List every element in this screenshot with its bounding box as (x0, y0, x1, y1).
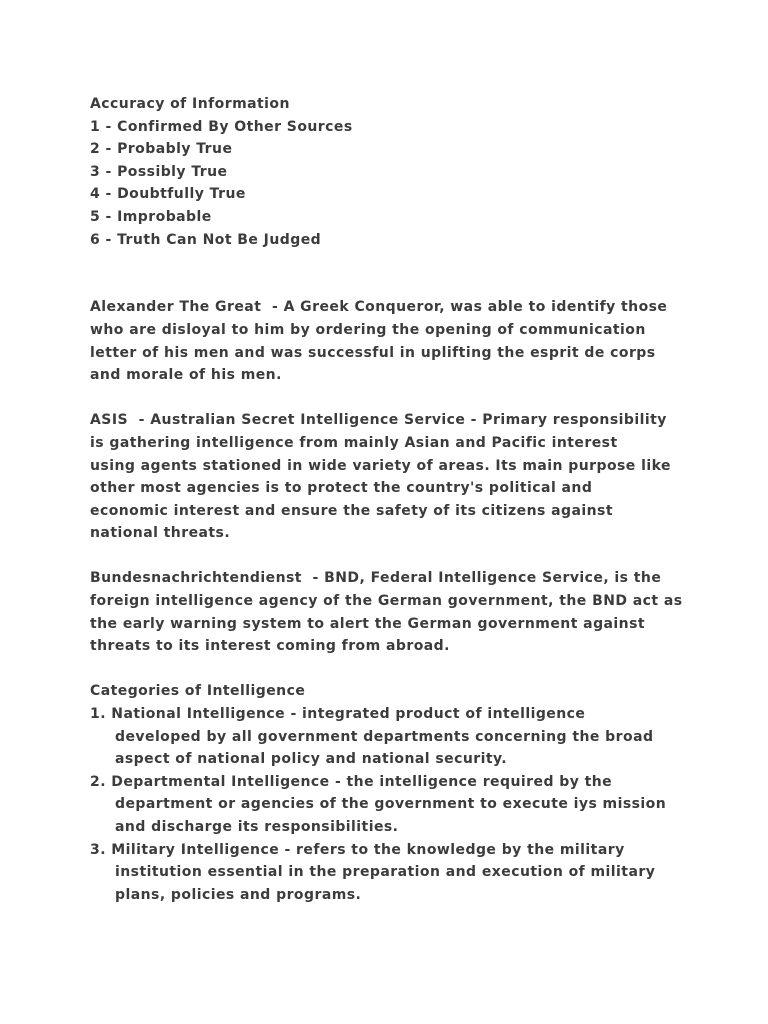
paragraph-line: is gathering intelligence from mainly Asian and Pacific interest (90, 434, 618, 451)
paragraph-line: other most agencies is to protect the country's political and (90, 480, 593, 497)
category-item-continuation: institution essential in the preparation and execution of military (115, 864, 656, 881)
paragraph-line: economic interest and ensure the safety of its citizens against (90, 502, 613, 519)
paragraph-line: Alexander The Great - A Greek Conqueror, was able to identify those (90, 299, 668, 316)
paragraph-line: national threats. (90, 525, 231, 542)
accuracy-item: 4 - Doubtfully True (90, 186, 246, 203)
paragraph-line: and morale of his men. (90, 367, 282, 384)
category-item (90, 771, 730, 839)
category-item-first-line: 2. Departmental Intelligence - the intelligence required by the (90, 773, 613, 790)
categories-heading: Categories of Intelligence (90, 683, 306, 700)
paragraph-line: ASIS - Australian Secret Intelligence Service - Primary responsibility (90, 412, 667, 429)
category-item-first-line: 1. National Intelligence - integrated product of intelligence (90, 706, 586, 723)
accuracy-item: 2 - Probably True (90, 141, 233, 158)
paragraph-line: using agents stationed in wide variety of areas. Its main purpose like (90, 457, 671, 474)
accuracy-heading: Accuracy of Information (90, 96, 290, 112)
paragraph-line: letter of his men and was successful in uplifting the esprit de corps (90, 344, 656, 361)
category-item-continuation: plans, policies and programs. (115, 886, 362, 903)
accuracy-section (90, 93, 730, 251)
section-gap (90, 387, 730, 410)
category-item-continuation: aspect of national policy and national security. (115, 751, 508, 768)
categories-section (90, 680, 730, 906)
paragraph-line: foreign intelligence agency of the German government, the BND act as (90, 593, 683, 610)
document-page (90, 93, 730, 906)
asis-paragraph (90, 409, 730, 545)
accuracy-item: 6 - Truth Can Not Be Judged (90, 231, 322, 248)
bnd-paragraph (90, 567, 730, 657)
category-item-continuation: and discharge its responsibilities. (115, 819, 399, 835)
accuracy-item: 3 - Possibly True (90, 163, 228, 180)
section-gap (90, 658, 730, 681)
section-gap (90, 251, 730, 296)
section-gap (90, 545, 730, 568)
alexander-paragraph (90, 296, 730, 386)
category-item-continuation: developed by all government departments concerning the broad (115, 728, 654, 745)
paragraph-line: the early warning system to alert the German government against (90, 615, 646, 632)
paragraph-line: threats to its interest coming from abroad. (90, 638, 450, 655)
category-item (90, 703, 730, 771)
paragraph-line: Bundesnachrichtendienst - BND, Federal Intelligence Service, is the (90, 570, 662, 587)
category-item (90, 839, 730, 907)
accuracy-item: 1 - Confirmed By Other Sources (90, 118, 353, 135)
category-item-first-line: 3. Military Intelligence - refers to the knowledge by the military (90, 841, 625, 858)
accuracy-item: 5 - Improbable (90, 208, 212, 225)
paragraph-line: who are disloyal to him by ordering the opening of communication (90, 321, 646, 338)
category-item-continuation: department or agencies of the government to execute iys mission (115, 796, 667, 813)
